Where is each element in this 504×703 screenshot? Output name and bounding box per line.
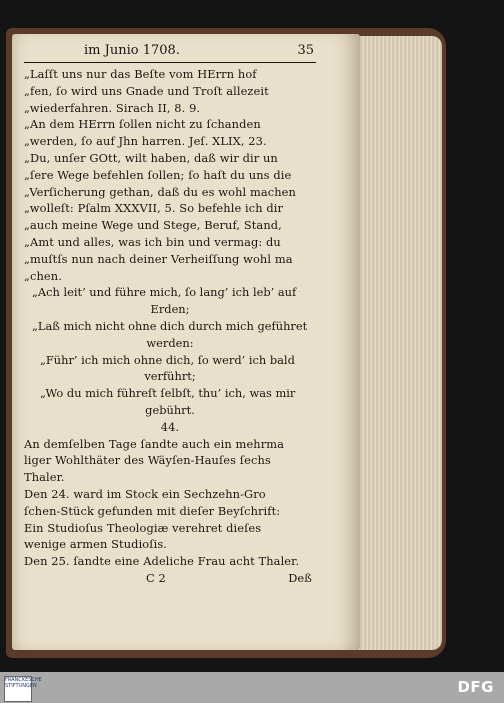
hymn-verses	[24, 284, 316, 418]
text-line: ſchen-Stück gefunden mit dieſer Beyſchrift:	[24, 503, 281, 518]
text-line: „chen.	[24, 268, 62, 283]
catchword: Deß	[288, 570, 312, 585]
text-line: Thaler.	[24, 470, 65, 485]
text-line: „wiederfahren. Sirach II, 8. 9.	[24, 100, 201, 115]
text-line: Den 24. ward im Stock ein Sechzehn-Gro	[24, 486, 266, 501]
franckesche-stiftungen-logo[interactable]	[4, 676, 42, 702]
text-line: „Amt und alles, was ich bin und vermag: du	[24, 234, 281, 249]
text-line: An demſelben Tage ſandte auch ein mehrma	[24, 436, 285, 451]
verse-line: verführt;	[144, 369, 196, 384]
logo-text: FRANCKESCHE STIFTUNGEN	[5, 677, 42, 689]
quote-block	[24, 66, 316, 284]
text-line: „fen, ſo wird uns Gnade und Troſt allezeit	[24, 83, 269, 98]
text-line: „wolleſt: Pſalm XXXVII, 5. So befehle ich dir	[24, 201, 284, 216]
page-text	[24, 42, 316, 587]
text-line: Den 25. ſandte eine Adeliche Frau acht Thaler.	[24, 554, 300, 569]
text-line: „Verſicherung gethan, daß du es wohl machen	[24, 184, 296, 199]
text-line: „Du, unſer GOtt, wilt haben, daß wir dir un	[24, 150, 278, 165]
entry-paragraphs	[24, 436, 316, 570]
text-line: Ein Studioſus Theologiæ verehret dieſes	[24, 520, 262, 535]
header-title: im Junio 1708.	[84, 43, 180, 58]
text-line: „auch meine Wege und Stege, Beruf, Stand,	[24, 218, 282, 233]
section-number: 44.	[160, 419, 180, 434]
verse-line: „Ach leit’ und führe mich, ſo lang’ ich leb’ auf	[32, 285, 297, 300]
verse-line: werden:	[146, 335, 194, 350]
verse-line: „Laß mich nicht ohne dich durch mich geführet	[32, 318, 308, 333]
viewer-bottom-bar	[0, 672, 504, 703]
verse-line: „Wo du mich führeſt ſelbſt, thu’ ich, was mir	[40, 386, 296, 401]
page-number: 35	[297, 43, 314, 58]
text-line: „An dem HErrn ſollen nicht zu ſchanden	[24, 117, 261, 132]
page-edges	[350, 36, 442, 650]
page-footer	[24, 570, 316, 587]
header-rule	[24, 62, 316, 63]
running-header	[24, 42, 316, 60]
text-line: wenige armen Studioſis.	[24, 537, 167, 552]
text-line: „ſere Wege befehlen ſollen; ſo haſt du uns die	[24, 167, 292, 182]
verse-line: „Führ’ ich mich ohne dich, ſo werd’ ich bald	[40, 352, 295, 367]
dfg-logo[interactable]: DFG	[457, 678, 494, 696]
text-line: „muſtſs nun nach deiner Verheiſſung wohl ma	[24, 251, 293, 266]
signature-mark: C 2	[146, 570, 166, 585]
verse-line: Erden;	[150, 302, 190, 317]
verse-line: gebührt.	[145, 402, 195, 417]
text-line: „Laſſt uns nur das Beſte vom HErrn hof	[24, 67, 257, 81]
text-line: liger Wohlthäter des Wäyſen-Hauſes ſechs	[24, 453, 271, 468]
text-line: „werden, ſo auf Jhn harren. Jeſ. XLIX, 23.	[24, 134, 267, 149]
